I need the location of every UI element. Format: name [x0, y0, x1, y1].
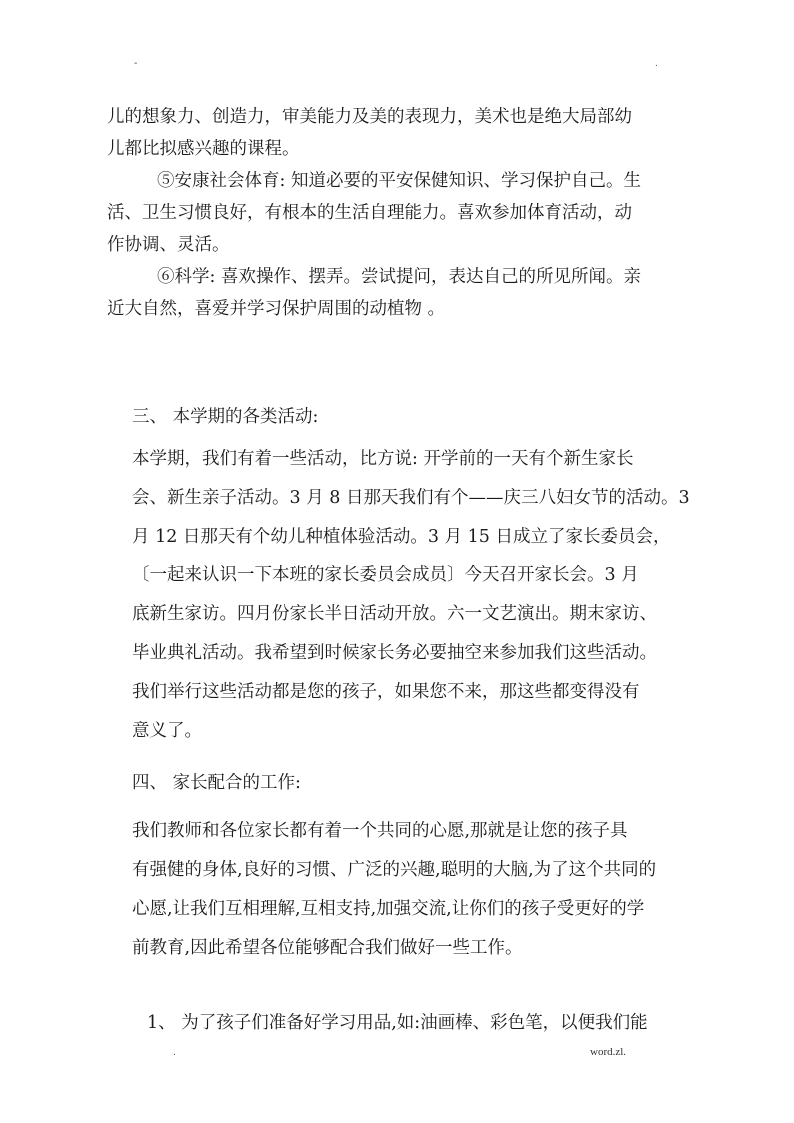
p5-line-3: 心愿,让我们互相理解,互相支持,加强交流,让你们的孩子受更好的学: [132, 899, 645, 919]
p1-line-2: 儿都比拟感兴趣的课程。: [107, 139, 300, 159]
p3-line-1: ⑥科学: 喜欢操作、摆弄。尝试提问，表达自己的所见所闻。亲: [157, 267, 641, 287]
p3-line-2: 近大自然，喜爱并学习保护周围的动植物 。: [107, 299, 446, 319]
p5-line-1: 我们教师和各位家长都有着一个共同的心愿,那就是让您的孩子具: [132, 821, 628, 841]
p4-line-1: 本学期，我们有着一些活动，比方说: 开学前的一天有个新生家长: [132, 449, 634, 469]
p1-line-1: 儿的想象力、创造力，审美能力及美的表现力，美术也是绝大局部幼: [107, 107, 632, 127]
footer-left-mark: .: [173, 1047, 176, 1058]
footer-text: word.zl.: [590, 1046, 627, 1058]
section-4-heading: 四、 家长配合的工作:: [132, 773, 301, 793]
p4-line-3: 月 12 日那天有个幼儿种植体验活动。3 月 15 日成立了家长委员会，: [132, 527, 671, 547]
p4-line-4: 〔一起来认识一下本班的家长委员会成员〕今天召开家长会。3 月: [132, 565, 639, 585]
p2-line-2: 活、卫生习惯良好，有根本的生活自理能力。喜欢参加体育活动，动: [107, 203, 632, 223]
section-3-heading: 三、 本学期的各类活动:: [132, 407, 319, 427]
p5-line-4: 前教育,因此希望各位能够配合我们做好一些工作。: [132, 938, 523, 958]
p4-line-5: 底新生家访。四月份家长半日活动开放。六一文艺演出。期末家访、: [132, 604, 657, 624]
p4-line-7: 我们举行这些活动都是您的孩子，如果您不来，那这些都变得没有: [132, 682, 640, 702]
p4-line-8: 意义了。: [132, 721, 202, 741]
p2-line-3: 作协调、灵活。: [107, 235, 230, 255]
p2-line-1: ⑤安康社会体育: 知道必要的平安保健知识、学习保护自己。生: [157, 171, 641, 191]
list-item-1: 1、 为了孩子们准备好学习用品,如:油画棒、彩色笔，以便我们能: [147, 1013, 648, 1033]
header-left-mark: -: [134, 58, 138, 69]
p4-line-2: 会、新生亲子活动。3 月 8 日那天我们有个——庆三八妇女节的活动。3: [132, 488, 690, 508]
header-right-mark: .: [655, 58, 658, 69]
p5-line-2: 有强健的身体,良好的习惯、广泛的兴趣,聪明的大脑,为了这个共同的: [132, 860, 657, 880]
p4-line-6: 毕业典礼活动。我希望到时候家长务必要抽空来参加我们这些活动。: [132, 643, 657, 663]
